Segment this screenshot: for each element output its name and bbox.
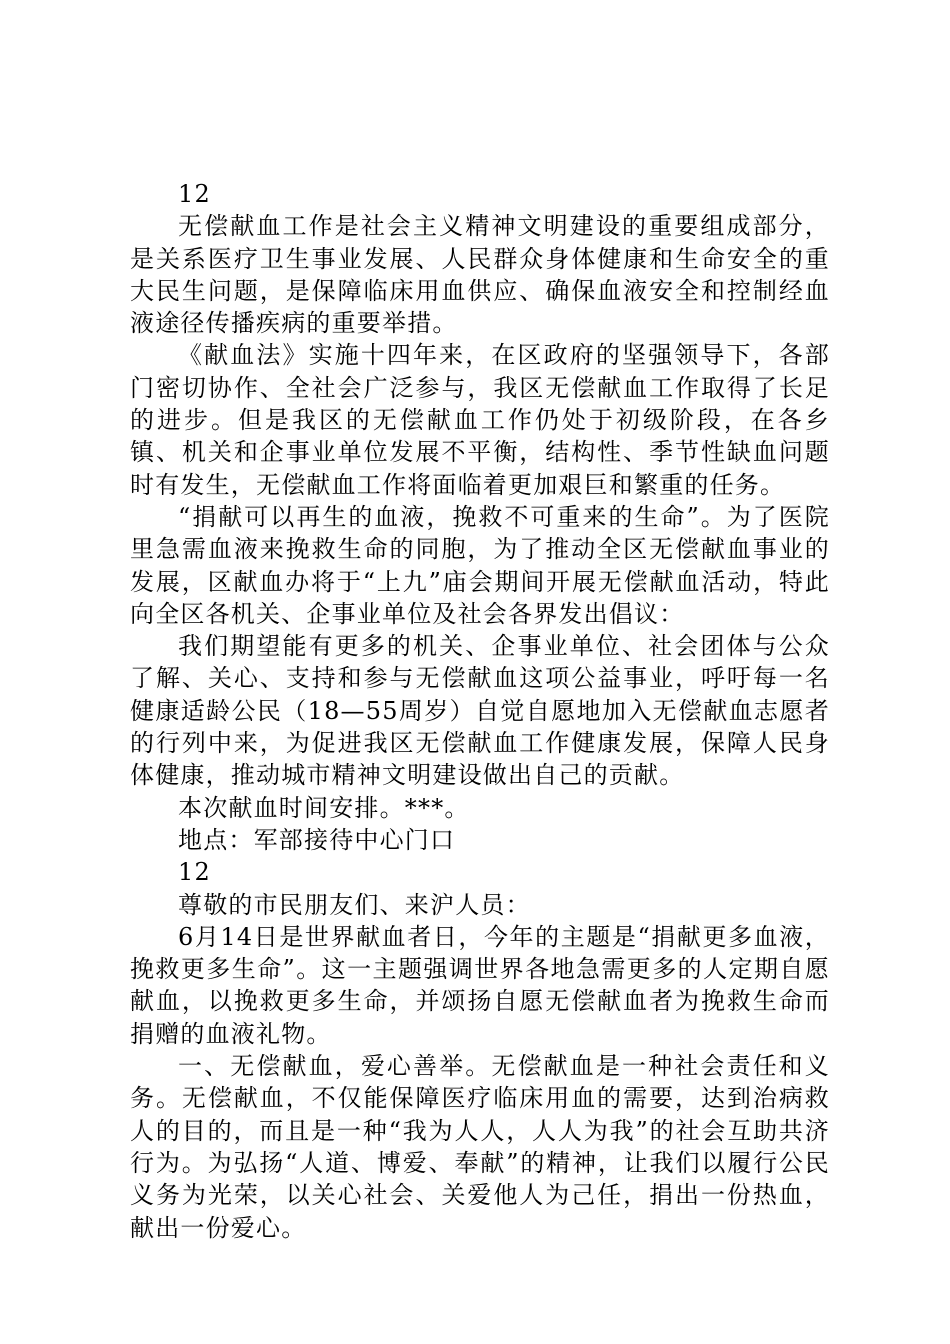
page-number: 12	[178, 180, 211, 208]
paragraph-section-one: 一、无偿献血，爱心善举。无偿献血是一种社会责任和义务。无偿献血，不仅能保障医疗临床用血的需要，达到治病救人的目的，而且是一种“我为人人，人人为我”的社会互助共济行为。为弘扬“人道、博爱、奉献”的精神，让我们以履行公民义务为光荣，以关心社会、关爱他人为己任，捐出一份热血，献出一份爱心。	[130, 1052, 830, 1242]
paragraph-slogan: “捐献可以再生的血液，挽救不可重来的生命”。为了医院里急需血液来挽救生命的同胞，为了推动全区无偿献血事业的发展，区献血办将于“上九”庙会期间开展无偿献血活动，特此向全区各机关、企事业单位及社会各界发出倡议：	[130, 502, 830, 628]
paragraph-location: 地点：军部接待中心门口	[178, 825, 456, 854]
paragraph-intro: 无偿献血工作是社会主义精神文明建设的重要组成部分，是关系医疗卫生事业发展、人民群众身体健康和生命安全的重大民生问题，是保障临床用血供应、确保血液安全和控制经血液途径传播疾病的重要举措。	[130, 212, 830, 338]
paragraph-schedule: 本次献血时间安排。***。	[178, 793, 470, 822]
paragraph-donor-day: 6月14日是世界献血者日，今年的主题是“捐献更多血液，挽救更多生命”。这一主题强调世界各地急需更多的人定期自愿献血，以挽救更多生命，并颂扬自愿无偿献血者为挽救生命而捐赠的血液礼物。	[130, 922, 830, 1048]
paragraph-law: 《献血法》实施十四年来，在区政府的坚强领导下，各部门密切协作、全社会广泛参与，我区无偿献血工作取得了长足的进步。但是我区的无偿献血工作仍处于初级阶段，在各乡镇、机关和企事业单位发展不平衡，结构性、季节性缺血问题时有发生，无偿献血工作将面临着更加艰巨和繁重的任务。	[130, 341, 830, 499]
page-number: 12	[178, 858, 211, 887]
paragraph-appeal: 我们期望能有更多的机关、企事业单位、社会团体与公众了解、关心、支持和参与无偿献血这项公益事业，呼吁每一名健康适龄公民（18—55周岁）自觉自愿地加入无偿献血志愿者的行列中来，为促进我区无偿献血工作健康发展，保障人民身体健康，推动城市精神文明建设做出自己的贡献。	[130, 632, 830, 790]
paragraph-salutation: 尊敬的市民朋友们、来沪人员：	[178, 890, 531, 919]
document-body	[130, 178, 830, 1244]
